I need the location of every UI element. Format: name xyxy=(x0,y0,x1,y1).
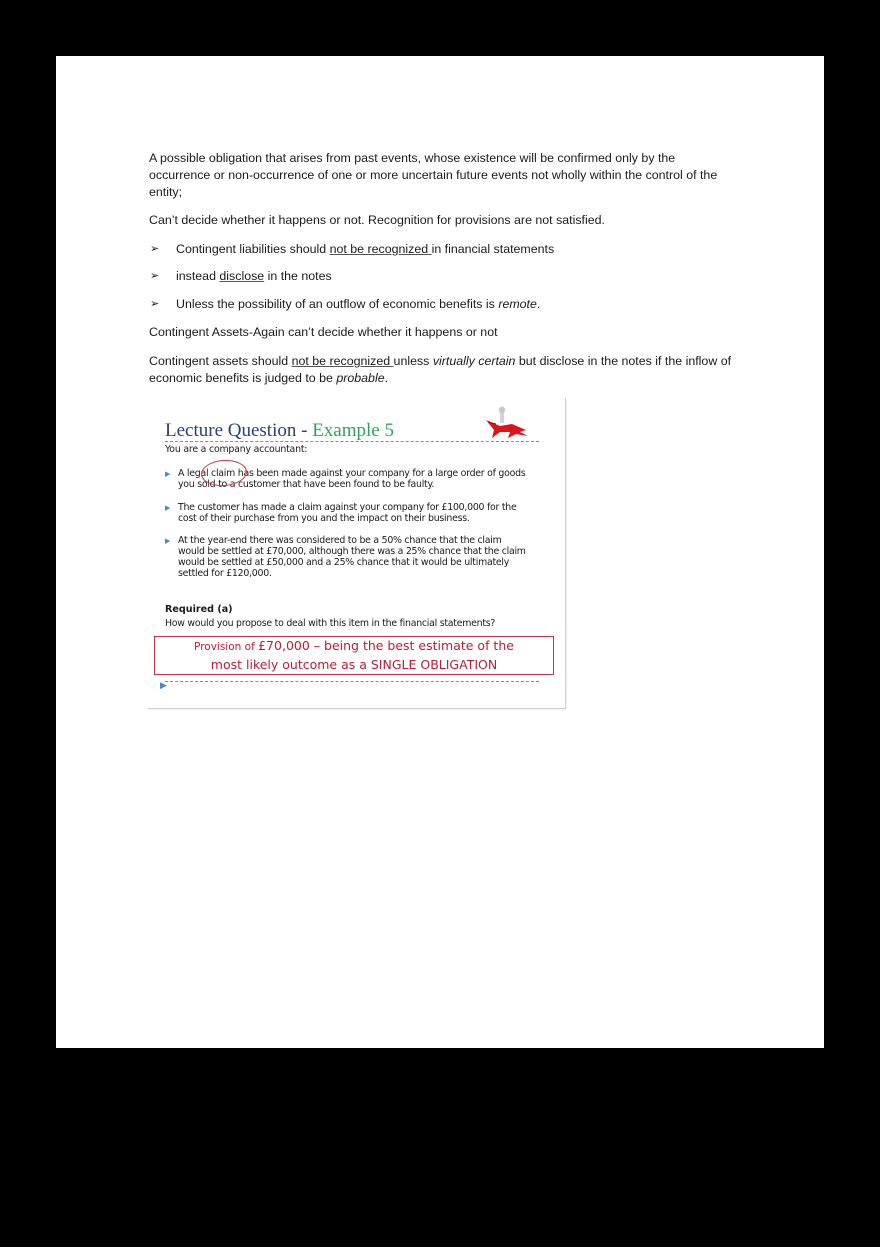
slide-bullet-text: At the year-end there was considered to be a 50% chance that the claim would be settled at £70,000, although there was a 25% chance that the claim would be settled at £50,000 and a 25% chance that it would be ultimately settled for £120,000. xyxy=(178,535,526,579)
lecture-slide-image xyxy=(148,398,566,709)
bullet-text: Contingent liabilities should xyxy=(176,242,330,256)
answer-text-line2: most likely outcome as a SINGLE OBLIGATION xyxy=(210,657,498,672)
arrow-bullet-icon: ➢ xyxy=(150,298,160,310)
paragraph-recognition xyxy=(149,212,739,229)
bullet-item xyxy=(150,241,555,258)
bullet-text: . xyxy=(536,297,541,311)
bullet-item xyxy=(150,296,541,313)
red-figure-logo-icon xyxy=(482,402,532,442)
triangle-bullet-icon: ▶ xyxy=(165,470,171,478)
arrow-bullet-icon: ➢ xyxy=(150,270,160,282)
slide-title xyxy=(165,420,394,442)
slide-bullet xyxy=(165,502,528,524)
title-divider xyxy=(165,441,539,442)
underlined-text: disclose xyxy=(219,269,265,283)
text-run: unless xyxy=(393,354,433,368)
paragraph-contingent-assets-heading xyxy=(149,324,739,341)
required-question: How would you propose to deal with this item in the financial statements? xyxy=(165,618,496,629)
slide-bullet xyxy=(165,535,528,579)
answer-text: – being the best estimate of the xyxy=(309,638,514,653)
slide-bullet-text: The customer has made a claim against your company for £100,000 for the cost of their purchase from you and the impact on their business. xyxy=(178,502,517,524)
italic-text: probable xyxy=(336,371,385,386)
slide-intro: You are a company accountant: xyxy=(165,444,308,455)
bullet-text: Unless the possibility of an outflow of economic benefits is xyxy=(176,297,499,311)
bullet-item xyxy=(150,268,332,285)
bullet-text: in financial statements xyxy=(431,242,555,256)
triangle-bullet-icon: ▶ xyxy=(165,537,171,545)
text-run: . xyxy=(384,371,389,386)
italic-text: virtually certain xyxy=(432,354,516,368)
definition-text: A possible obligation that arises from past events, whose existence will be confirmed only by the occurrence or non-occurrence of one or more uncertain future events not wholly within the control of the entity; xyxy=(149,151,718,200)
footer-divider xyxy=(165,681,539,682)
triangle-bullet-icon: ▶ xyxy=(165,504,171,512)
contingent-assets-text: Contingent Assets-Again can’t decide whether it happens or not xyxy=(149,325,498,339)
arrow-bullet-icon: ➢ xyxy=(150,243,160,255)
document-page xyxy=(56,56,824,1048)
text-run: Contingent assets should xyxy=(149,354,292,368)
paragraph-contingent-assets xyxy=(149,353,739,387)
bullet-text: in the notes xyxy=(264,269,332,283)
paragraph-definition xyxy=(149,150,739,202)
text-run: but disclose in the notes if the inflow of economic benefits is judged to be xyxy=(149,354,732,386)
answer-box xyxy=(154,636,554,675)
underlined-text: not be recognized xyxy=(291,354,394,368)
slide-bullet-text: A legal claim has been made against your company for a large order of goods you sold to a customer that have been found to be faulty. xyxy=(178,468,526,490)
required-heading: Required (a) xyxy=(165,604,233,615)
answer-prefix: Provision of xyxy=(194,641,259,653)
slide-title-main: Lecture Question - xyxy=(165,420,313,441)
slide-title-accent: Example 5 xyxy=(312,420,394,441)
italic-text: remote xyxy=(498,297,537,311)
triangle-bullet-icon: ▶ xyxy=(160,681,167,691)
answer-amount: £70,000 xyxy=(258,638,310,653)
underlined-text: not be recognized xyxy=(329,242,432,256)
bullet-text: instead xyxy=(176,269,220,283)
recognition-text: Can’t decide whether it happens or not. Recognition for provisions are not satisfied. xyxy=(149,213,605,227)
